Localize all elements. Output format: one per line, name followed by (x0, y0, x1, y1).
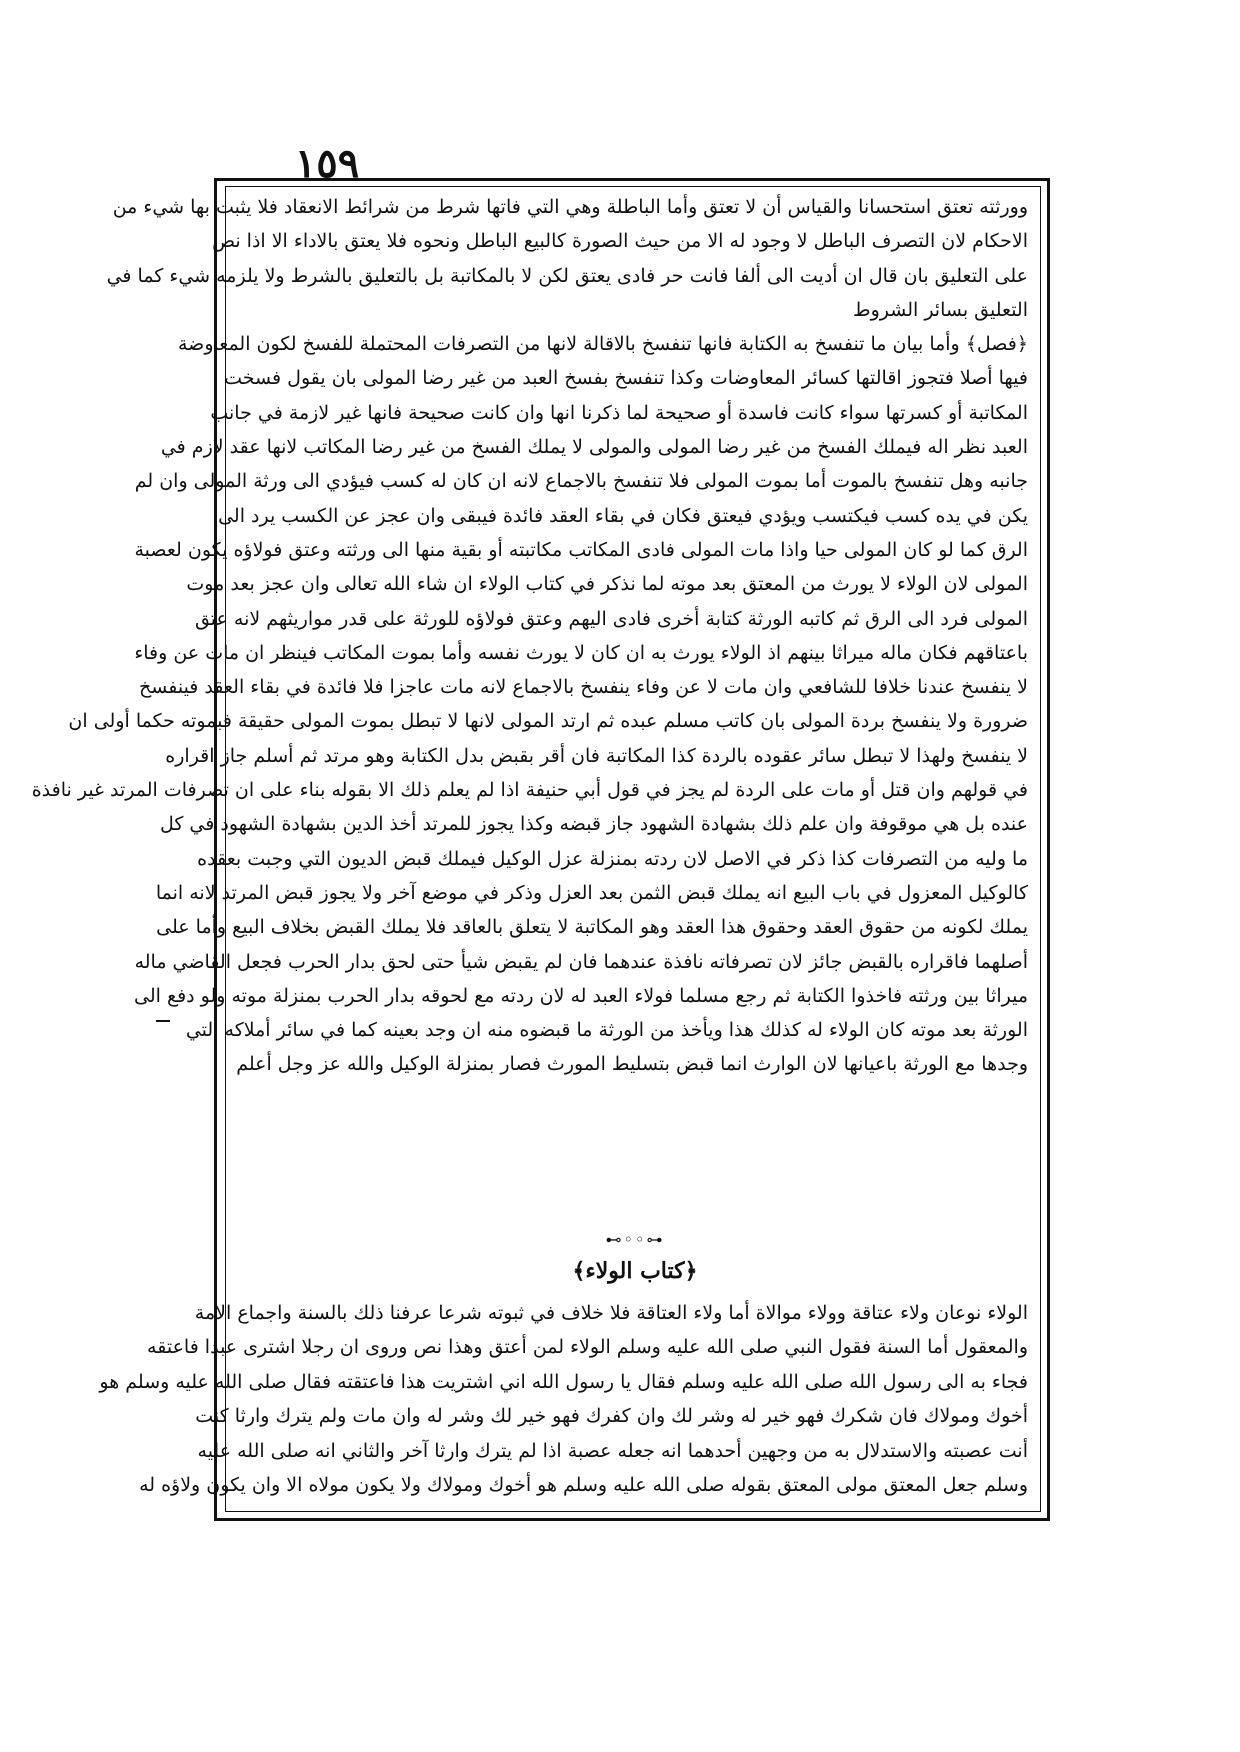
text-line: ﴿فصل﴾ وأما بيان ما تنفسخ به الكتابة فانها تنفسخ بالاقالة لانها من التصرفات المحتملة للفسخ لكون المعاوضة (178, 333, 1028, 356)
text-line: الاحكام لان التصرف الباطل لا وجود له الا من حيث الصورة كالبيع الباطل ونحوه فلا يعتق بالاداء الا اذا نص (212, 230, 1028, 253)
text-line: في قولهم وان قتل أو مات على الردة لم يجز في قول أبي حنيفة اذا لم يعلم ذلك الا بقوله بناء على ان تصرفات المرتد غير نافذة (31, 779, 1028, 802)
text-line: التعليق بسائر الشروط (853, 298, 1028, 321)
text-line: أخوك ومولاك فان شكرك فهو خير له وشر لك وان كفرك فهو خير لك وشر له وان مات ولم يترك وارثا كنت (195, 1405, 1028, 1428)
text-line: ما وليه من التصرفات كذا ذكر في الاصل لان ردته بمنزلة عزل الوكيل فيملك قبض الديون التي وجبت بعقده (197, 847, 1028, 870)
text-line: لا ينفسخ ولهذا لا تبطل سائر عقوده بالردة كذا المكاتبة فان أقر بقبض بدل الكتابة وهو مرتد ثم أسلم جاز اقراره (165, 744, 1028, 767)
text-line: يملك لكونه من حقوق العقد وحقوق هذا العقد وهو المكاتبة لا يتعلق بالعاقد فلا يملك القبض بخلاف البيع وأما على (156, 916, 1028, 939)
body-text (31, 190, 1028, 1082)
text-line: على التعليق بان قال ان أديت الى ألفا فانت حر فادى يعتق لكن لا بالمكاتبة بل بالتعليق بالشرط ولا يلزمه شيء كما في (106, 264, 1028, 287)
text-line: عنده بل هي موقوفة وان علم ذلك بشهادة الشهود جاز قبضه وكذا يجوز للمرتد أخذ الدين بشهادة الشهود في كل (159, 813, 1028, 836)
text-line: وورثته تعتق استحسانا والقياس أن لا تعتق وأما الباطلة وهي التي فاتها شرط من شرائط الانعقاد فلا يثبت بها شيء من (112, 196, 1028, 218)
margin-mark (156, 1020, 170, 1022)
chapter-title: ﴿كتاب الولاء﴾ (572, 1258, 698, 1284)
text-line: الرق كما لو كان المولى حيا واذا مات المولى فادى المكاتب مكاتبته أو بقية منها الى ورثته وعتق فولاؤه يكون لعصبة (134, 538, 1028, 561)
text-line: فيها أصلا فتجوز اقالتها كسائر المعاوضات وكذا تنفسخ بفسخ العبد من غير رضا المولى بان يقول فسخت (224, 367, 1028, 390)
text-line: ضرورة ولا ينفسخ بردة المولى بان كاتب مسلم عبده ثم ارتد المولى لانها لا تبطل بموت المولى حقيقة فبموته حكما أولى ان (68, 710, 1028, 733)
text-line: جانبه وهل تنفسخ بالموت أما بموت المولى فلا تنفسخ بالاجماع لانه ان كان له كسب فيؤدي الى ورثة المولى وان لم (134, 470, 1028, 493)
text-line: وسلم جعل المعتق مولى المعتق بقوله صلى الله عليه وسلم هو أخوك ومولاك ولا يكون مولاه الا وان يكون ولاؤه له (139, 1473, 1028, 1496)
chapter-text (99, 1296, 1028, 1502)
text-line: العبد نظر اله فيملك الفسخ من غير رضا المولى والمولى لا يملك الفسخ من غير رضا المكاتب لانها عقد لازم في (160, 436, 1028, 459)
section-ornament: ⊷◦◦⊶ (605, 1230, 665, 1249)
text-line: المكاتبة أو كسرتها سواء كانت فاسدة أو صحيحة لما ذكرنا انها وان كانت صحيحة فانها غير لازمة في جانب (210, 401, 1028, 424)
text-line: المولى لان الولاء لا يورث من المعتق بعد موته لما نذكر في كتاب الولاء ان شاء الله تعالى وان عجز بعد موت (186, 573, 1028, 596)
text-line: كالوكيل المعزول في باب البيع انه يملك قبض الثمن بعد العزل وذكر في موضع آخر ولا يجوز قبض المرتد لانه انما (155, 881, 1028, 904)
text-line: باعتاقهم فكان ماله ميراثا بينهم اذ الولاء يورث به ان كان لا يورث نفسه وأما بموت المكاتب فينظر ان مات عن وفاء (134, 641, 1028, 664)
text-line: أصلهما فاقراره بالقبض جائز لان تصرفاته نافذة عندهما فان لم يقبض شيأ حتى لحق بدار الحرب فجعل القاضي ماله (134, 950, 1028, 973)
text-line: الولاء نوعان ولاء عتاقة وولاء موالاة أما ولاء العتاقة فلا خلاف في ثبوته شرعا عرفنا ذلك بالسنة واجماع الامة (194, 1302, 1028, 1324)
text-line: الورثة بعد موته كان الولاء له كذلك هذا ويأخذ من الورثة ما قبضوه منه ان وجد بعينه كما في سائر أملاكه التي (185, 1019, 1028, 1042)
text-line: وجدها مع الورثة باعيانها لان الوارث انما قبض بتسليط المورث فصار بمنزلة الوكيل والله عز وجل أعلم (236, 1053, 1028, 1076)
text-line: ميراثا بين ورثته فاخذوا الكتابة ثم رجع مسلما فولاء العبد له لان ردته مع لحوقه بدار الحرب بمنزلة موته ولو دفع الى (134, 984, 1028, 1007)
text-line: فجاء به الى رسول الله صلى الله عليه وسلم فقال يا رسول الله اني اشتريت هذا فاعتقته فقال صلى الله عليه وسلم هو (99, 1370, 1028, 1393)
text-line: المولى فرد الى الرق ثم كاتبه الورثة كتابة أخرى فادى اليهم وعتق فولاؤه للورثة على قدر مواريثهم لانه عتق (194, 607, 1028, 630)
page-number: ١٥٩ (294, 140, 360, 187)
text-line: والمعقول أما السنة فقول النبي صلى الله عليه وسلم الولاء لمن أعتق وهذا نص وروى ان رجلا اشترى عبدا فاعتقه (147, 1336, 1028, 1359)
text-line: لا ينفسخ عندنا خلافا للشافعي وان مات لا عن وفاء ينفسخ بالاجماع لانه مات عاجزا فلا فائدة في بقاء العقد فينفسخ (139, 676, 1028, 699)
text-line: يكن في يده كسب فيكتسب ويؤدي فيعتق فكان في بقاء العقد فائدة فيبقى وان عجز عن الكسب يرد الى (218, 504, 1028, 527)
text-line: أنت عصبته والاستدلال به من وجهين أحدهما انه جعله عصبة اذا لم يترك وارثا آخر والثاني انه صلى الله عليه (197, 1439, 1028, 1462)
